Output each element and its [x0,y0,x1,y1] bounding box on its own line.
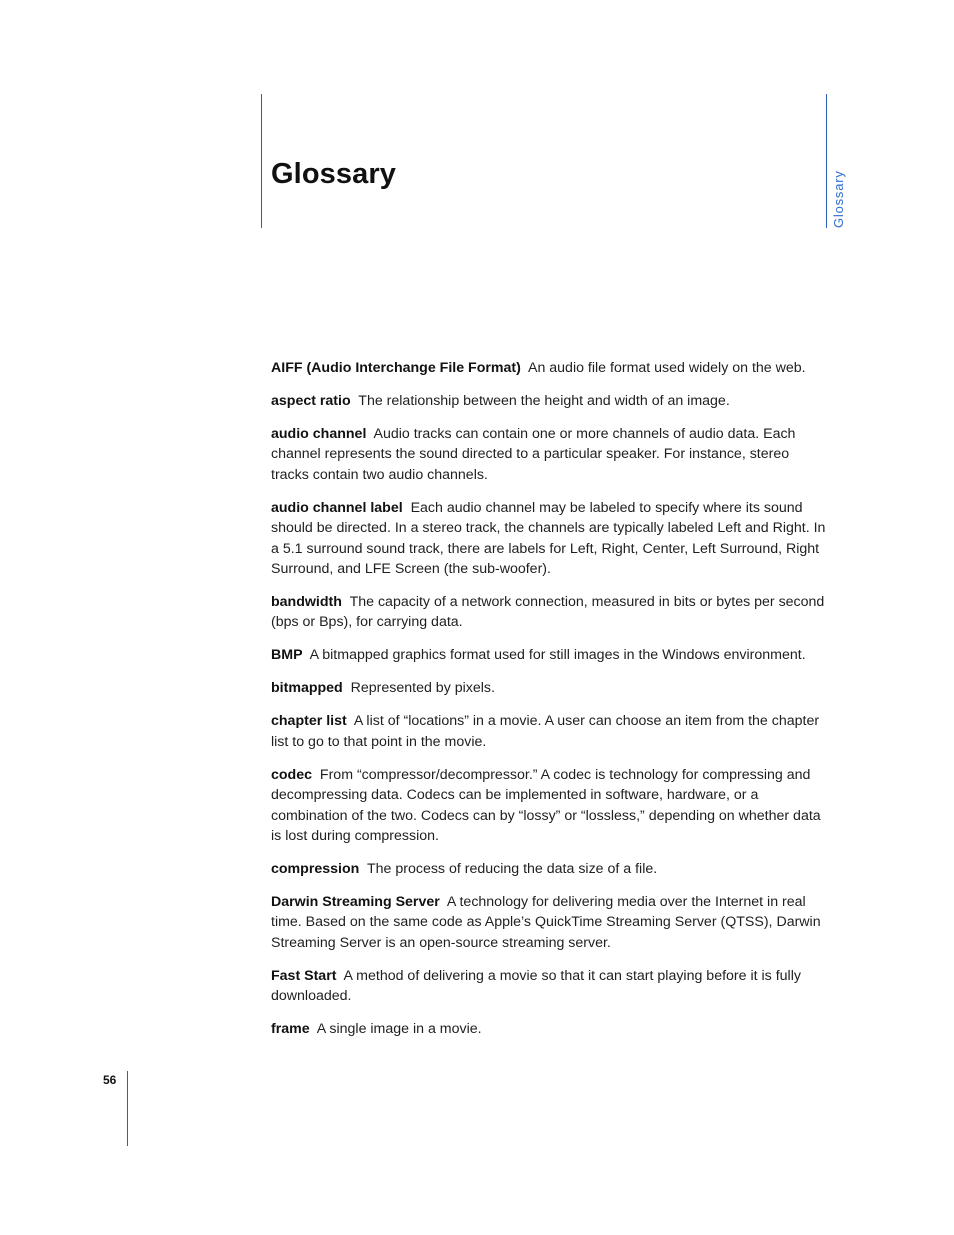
glossary-definition: An audio file format used widely on the web. [527,360,806,376]
glossary-definition: Audio tracks can contain one or more channels of audio data. Each channel represents the sound directed to a particular speaker. For instance, stereo tracks contain two audio channels. [271,426,796,483]
glossary-entry [271,592,827,633]
glossary-term: bitmapped [271,680,343,697]
glossary-entry [271,966,827,1007]
page-title: Glossary [271,158,396,190]
glossary-definition: The capacity of a network connection, measured in bits or bytes per second (bps or Bps), for carrying data. [271,594,825,631]
glossary-term: audio channel [271,426,367,442]
glossary-term: audio channel label [271,499,403,516]
glossary-definition: A single image in a movie. [316,1021,482,1038]
title-rule-left [261,94,262,228]
glossary-term: bandwidth [271,594,342,611]
glossary-entry [271,1019,827,1039]
glossary-definition: Represented by pixels. [350,680,495,697]
glossary-definition: A technology for delivering media over the Internet in real time. Based on the same code as Apple’s QuickTime Streaming Server (QTSS), Darwin Streaming Server is an open-source streaming server. [271,894,821,951]
glossary-definition: The process of reducing the data size of a file. [366,861,658,878]
glossary-term: Darwin Streaming Server [271,894,440,911]
glossary-term: BMP [271,647,303,664]
glossary-term: codec [271,766,313,783]
glossary-term: aspect ratio [271,393,351,409]
glossary-definition: From “compressor/decompressor.” A codec is technology for compressing and decompressing data. Codecs can be implemented in software, hardware, or a combination of the two. Codecs can by “lossy” or “lossless,” depending on whether data is lost during compression. [271,766,821,845]
side-tab-rule [826,94,827,228]
glossary-entry [271,645,827,665]
glossary-entry [271,678,827,698]
glossary-definition: Each audio channel may be labeled to specify where its sound should be directed. In a stereo track, the channels are typically labeled Left and Right. In a 5.1 surround sound track, there are labels for Left, Right, Center, Left Surround, Right Surround, and LFE Screen (the sub-woofer). [271,499,826,578]
page-number: 56 [103,1073,117,1087]
glossary-entry [271,391,827,411]
glossary-definition: The relationship between the height and width of an image. [358,393,730,409]
glossary-term: chapter list [271,713,347,730]
glossary-entry [271,859,827,879]
glossary-entry [271,765,827,847]
side-tab-label: Glossary [831,170,846,228]
glossary-entry [271,498,827,580]
glossary-definition: A bitmapped graphics format used for still images in the Windows environment. [309,647,806,664]
glossary-entry [271,358,827,378]
glossary-term: compression [271,861,360,878]
glossary-term: frame [271,1021,310,1038]
glossary-term: Fast Start [271,967,337,984]
glossary-entry [271,892,827,953]
glossary-list [271,358,827,1052]
glossary-entry [271,711,827,752]
footer-rule [127,1071,128,1146]
glossary-entry [271,424,827,485]
glossary-definition: A method of delivering a movie so that it can start playing before it is fully downloaded. [271,967,801,1005]
glossary-term: AIFF (Audio Interchange File Format) [271,360,521,376]
glossary-definition: A list of “locations” in a movie. A user can choose an item from the chapter list to go to that point in the movie. [271,713,820,750]
